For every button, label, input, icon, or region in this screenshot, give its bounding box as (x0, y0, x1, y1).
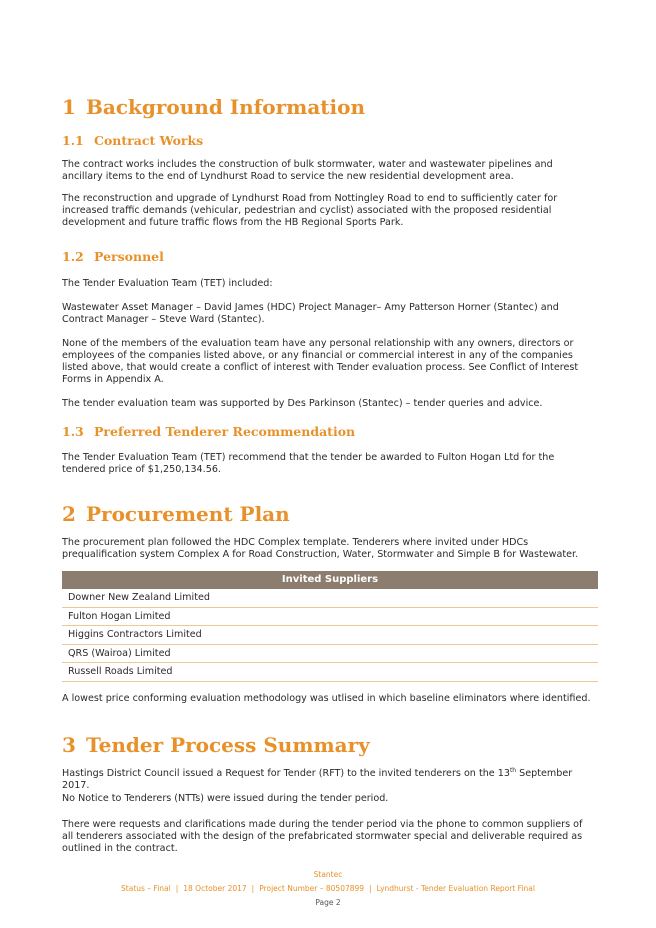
page-number: Page 2 (315, 898, 341, 907)
table-row: Russell Roads Limited (62, 663, 598, 682)
invited-suppliers-table (62, 571, 598, 682)
section-1-2-heading: 1.2 Personnel (62, 249, 164, 264)
tender-process-paragraph-3: There were requests and clarifications made during the tender period via the phone to common suppliers of all tenderers associated with the design of the prefabricated stormwater special and deliverable required as outlined in the contract. (62, 819, 583, 854)
table-row: Fulton Hogan Limited (62, 608, 598, 627)
table-row: QRS (Wairoa) Limited (62, 645, 598, 664)
footer-company: Stantec (313, 870, 343, 879)
section-1-3-heading: 1.3 Preferred Tenderer Recommendation (62, 424, 356, 439)
personnel-paragraph-2: Wastewater Asset Manager – David James (HDC) Project Manager– Amy Patterson Horner (Stantec) and Contract Manager – Steve Ward (Stantec). (62, 302, 559, 325)
table-header: Invited Suppliers (62, 571, 598, 589)
procurement-paragraph-2: A lowest price conforming evaluation methodology was utlised in which baseline eliminators where identified. (62, 693, 591, 704)
contract-works-paragraph-2: The reconstruction and upgrade of Lyndhurst Road from Nottingley Road to end to sufficiently cater for increased traffic demands (vehicular, pedestrian and cyclist) associated with the proposed residential development and future traffic flows from the HB Regional Sports Park. (62, 193, 558, 228)
contract-works-paragraph-1: The contract works includes the construction of bulk stormwater, water and wastewater pipelines and ancillary items to the end of Lyndhurst Road to service the new residential development area. (62, 159, 553, 182)
footer-meta: Status – Final | 18 October 2017 | Project Number – 80507899 | Lyndhurst - Tender Evaluation Report Final (121, 884, 535, 893)
personnel-paragraph-1: The Tender Evaluation Team (TET) included: (62, 278, 273, 289)
table-row: Downer New Zealand Limited (62, 589, 598, 608)
section-3-heading: 3 Tender Process Summary (62, 733, 370, 757)
section-1-1-heading: 1.1 Contract Works (62, 133, 204, 148)
procurement-paragraph-1: The procurement plan followed the HDC Complex template. Tenderers where invited under HDCs prequalification system Complex A for Road Construction, Water, Stormwater and Simple B for Wastewater. (62, 537, 579, 560)
table-row: Higgins Contractors Limited (62, 626, 598, 645)
footer-separator: | (369, 884, 372, 893)
personnel-paragraph-3: None of the members of the evaluation team have any personal relationship with any owners, directors or employees of the companies listed above, or any financial or commercial interest in any of the companies listed above, that would create a conflict of interest with Tender evaluation process. See Conflict of Interest Forms in Appendix A. (62, 338, 579, 385)
recommendation-paragraph: The Tender Evaluation Team (TET) recommend that the tender be awarded to Fulton Hogan Ltd for the tendered price of $1,250,134.56. (62, 452, 555, 475)
footer-separator: | (251, 884, 255, 893)
section-1-heading: 1 Background Information (62, 95, 366, 119)
section-2-heading: 2 Procurement Plan (62, 502, 290, 526)
tender-process-paragraph-1: Hastings District Council issued a Request for Tender (RFT) to the invited tenderers on the 13th September 2017. (62, 766, 573, 791)
personnel-paragraph-4: The tender evaluation team was supported by Des Parkinson (Stantec) – tender queries and advice. (62, 398, 543, 409)
tender-process-paragraph-2: No Notice to Tenderers (NTTs) were issued during the tender period. (62, 793, 389, 804)
footer-separator: | (175, 884, 179, 893)
